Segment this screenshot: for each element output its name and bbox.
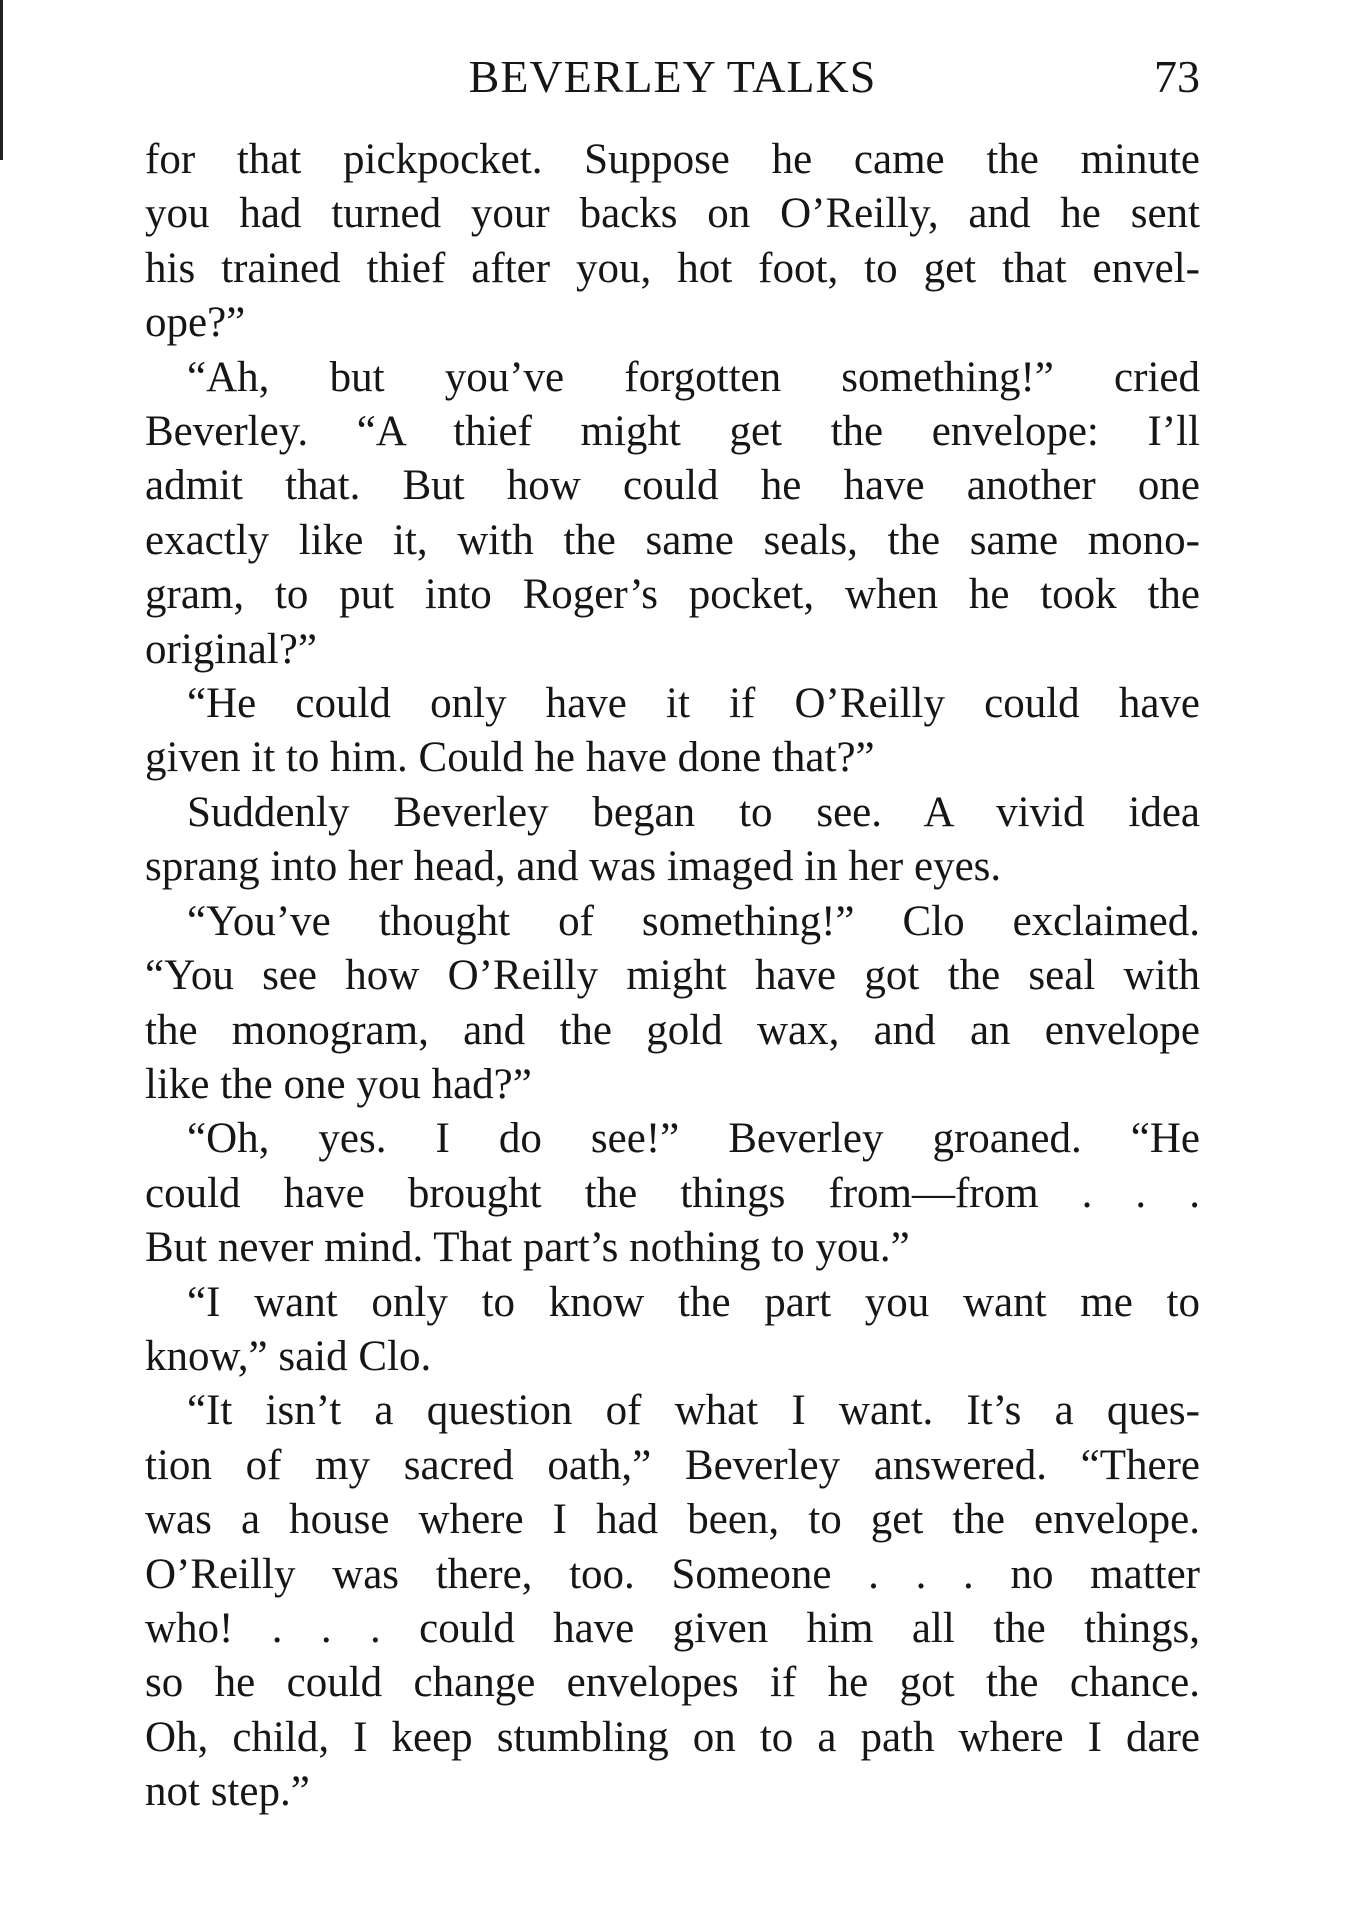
paragraph <box>145 133 1200 351</box>
text-line: But never mind. That part’s nothing to you.” <box>145 1224 910 1272</box>
text-line: “You’ve thought of something!” Clo exclaimed. <box>187 897 1200 945</box>
text-line: “He could only have it if O’Reilly could have <box>187 680 1200 728</box>
text-line: the monogram, and the gold wax, and an envelope <box>145 1006 1200 1054</box>
text-line: so he could change envelopes if he got the chance. <box>145 1659 1200 1707</box>
page-number: 73 <box>1154 51 1200 102</box>
text-line: his trained thief after you, hot foot, to get that envel- <box>145 244 1200 292</box>
text-line: ope?” <box>145 299 246 347</box>
text-line: who! . . . could have given him all the things, <box>145 1604 1200 1652</box>
paragraph <box>145 786 1200 895</box>
text-line: original?” <box>145 625 317 673</box>
text-line: could have brought the things from—from . . . <box>145 1169 1200 1217</box>
text-line: admit that. But how could he have another one <box>145 462 1200 510</box>
text-line: “I want only to know the part you want me to <box>187 1278 1200 1326</box>
paragraph <box>145 1112 1200 1275</box>
text-line: O’Reilly was there, too. Someone . . . no matter <box>145 1550 1200 1598</box>
text-line: “Ah, but you’ve forgotten something!” cried <box>187 353 1200 401</box>
text-line: given it to him. Could he have done that?” <box>145 734 875 782</box>
paragraph <box>145 351 1200 677</box>
paragraph <box>145 895 1200 1113</box>
text-line: “Oh, yes. I do see!” Beverley groaned. “He <box>187 1115 1200 1163</box>
paragraph <box>145 1384 1200 1819</box>
text-line: sprang into her head, and was imaged in her eyes. <box>145 843 1002 891</box>
text-line: Oh, child, I keep stumbling on to a path where I dare <box>145 1713 1200 1761</box>
text-line: like the one you had?” <box>145 1060 532 1108</box>
paragraph <box>145 1276 1200 1385</box>
book-page <box>145 50 1200 1820</box>
paragraph <box>145 677 1200 786</box>
text-line: exactly like it, with the same seals, the same mono- <box>145 516 1200 564</box>
binding-edge-line <box>0 0 3 160</box>
text-line: tion of my sacred oath,” Beverley answered. “There <box>145 1441 1200 1489</box>
text-line: “It isn’t a question of what I want. It’s a ques- <box>187 1387 1200 1435</box>
text-line: Beverley. “A thief might get the envelope: I’ll <box>145 408 1200 456</box>
text-line: was a house where I had been, to get the envelope. <box>145 1496 1200 1544</box>
text-line: “You see how O’Reilly might have got the seal with <box>145 952 1200 1000</box>
running-title: BEVERLEY TALKS <box>468 51 877 102</box>
text-line: not step.” <box>145 1768 310 1816</box>
text-line: Suddenly Beverley began to see. A vivid idea <box>187 788 1200 836</box>
body-text <box>145 133 1200 1820</box>
text-line: gram, to put into Roger’s pocket, when he took the <box>145 571 1200 619</box>
text-line: know,” said Clo. <box>145 1332 432 1380</box>
running-head <box>145 50 1200 110</box>
text-line: you had turned your backs on O’Reilly, and he sent <box>145 190 1200 238</box>
text-line: for that pickpocket. Suppose he came the minute <box>145 136 1200 183</box>
